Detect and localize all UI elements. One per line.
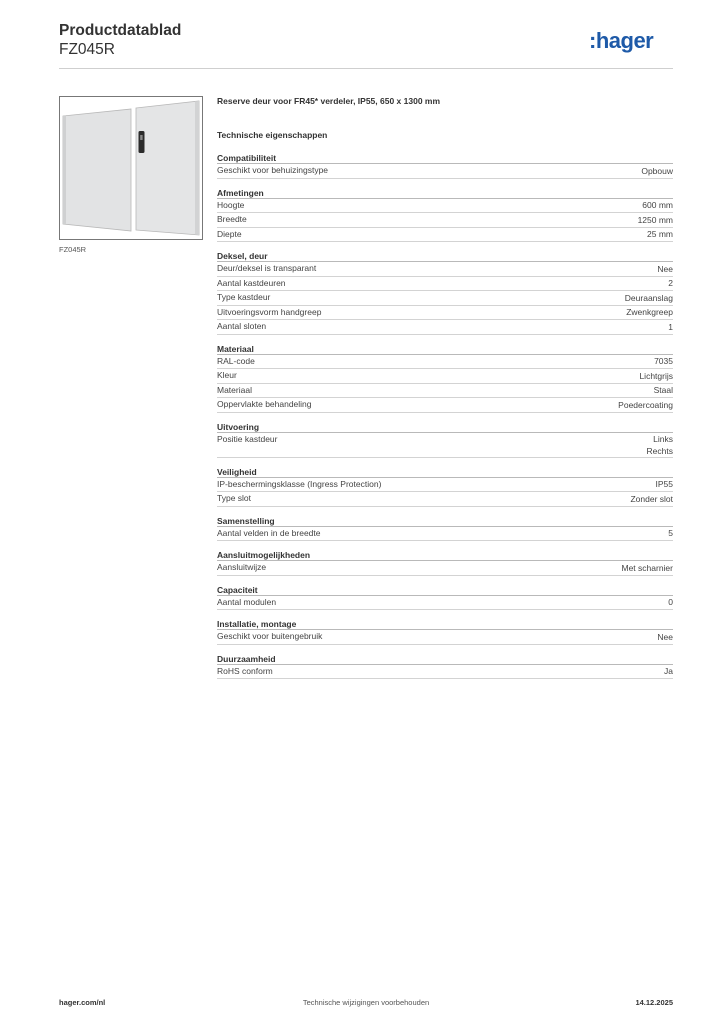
spec-values <box>657 262 673 274</box>
document-title: Productdatablad <box>59 22 182 39</box>
spec-label: RAL-code <box>217 355 255 366</box>
spec-values <box>668 320 673 332</box>
spec-section <box>217 516 673 542</box>
spec-label: Oppervlakte behandeling <box>217 399 312 409</box>
spec-row <box>217 291 673 306</box>
spec-values <box>656 478 674 490</box>
section-title: Veiligheid <box>217 467 673 478</box>
spec-row <box>217 398 673 413</box>
spec-row <box>217 369 673 384</box>
spec-row <box>217 630 673 645</box>
spec-label: Geschikt voor buitengebruik <box>217 631 323 641</box>
cabinet-doors-illustration <box>60 97 202 239</box>
spec-values <box>647 433 673 457</box>
spec-label: Type kastdeur <box>217 292 271 302</box>
spec-values <box>647 228 673 240</box>
spec-row <box>217 199 673 214</box>
product-description: Reserve deur voor FR45* verdeler, IP55, 650 x 1300 mm <box>217 96 441 106</box>
spec-label: Aantal sloten <box>217 321 267 331</box>
spec-row <box>217 527 673 542</box>
spec-row <box>217 320 673 335</box>
spec-label: RoHS conform <box>217 665 273 676</box>
spec-label: Uitvoeringsvorm handgreep <box>217 306 322 317</box>
spec-label: Kleur <box>217 370 237 380</box>
handle-icon <box>139 131 145 153</box>
spec-values <box>642 199 673 211</box>
spec-value: Nee <box>657 631 673 642</box>
spec-values <box>625 291 673 303</box>
spec-value: Met scharnier <box>621 562 673 573</box>
spec-value: Zwenkgreep <box>626 307 673 317</box>
spec-label: Aantal kastdeuren <box>217 277 286 288</box>
product-image <box>59 96 203 240</box>
section-title: Installatie, montage <box>217 619 673 630</box>
spec-row <box>217 492 673 507</box>
spec-row <box>217 262 673 277</box>
spec-section <box>217 153 673 179</box>
section-title: Deksel, deur <box>217 251 673 262</box>
spec-value: Rechts <box>646 446 673 456</box>
spec-row <box>217 561 673 576</box>
footer-website: hager.com/nl <box>59 998 106 1007</box>
spec-row <box>217 228 673 243</box>
section-title: Capaciteit <box>217 585 673 596</box>
spec-content <box>217 96 673 679</box>
spec-values <box>618 398 673 410</box>
spec-values <box>654 384 673 396</box>
spec-section <box>217 467 673 507</box>
spec-row <box>217 433 673 458</box>
spec-section <box>217 188 673 243</box>
spec-values <box>668 277 673 289</box>
section-title: Duurzaamheid <box>217 654 673 665</box>
spec-row <box>217 596 673 611</box>
technical-properties-heading: Technische eigenschappen <box>217 130 328 140</box>
spec-value: 0 <box>668 597 673 607</box>
spec-values <box>638 213 673 225</box>
spec-value: 2 <box>668 278 673 288</box>
spec-section <box>217 585 673 611</box>
spec-values <box>639 369 673 381</box>
section-title: Afmetingen <box>217 188 673 199</box>
spec-row <box>217 277 673 292</box>
spec-section <box>217 550 673 576</box>
spec-value: 7035 <box>654 356 673 366</box>
spec-section <box>217 251 673 335</box>
spec-row <box>217 164 673 179</box>
spec-value: Deuraanslag <box>624 292 673 303</box>
spec-label: Materiaal <box>217 384 252 395</box>
section-title: Compatibiliteit <box>217 153 673 164</box>
section-title: Aansluitmogelijkheden <box>217 550 673 561</box>
spec-row <box>217 213 673 228</box>
page-footer <box>59 998 673 1010</box>
footer-date: 14.12.2025 <box>635 998 673 1007</box>
spec-value: Staal <box>653 385 673 395</box>
spec-label: Geschikt voor behuizingstype <box>217 165 329 175</box>
spec-label: Hoogte <box>217 199 245 210</box>
spec-values <box>664 665 673 677</box>
spec-label: IP-beschermingsklasse (Ingress Protection) <box>217 478 382 489</box>
spec-row <box>217 478 673 493</box>
spec-label: Diepte <box>217 228 242 239</box>
spec-value: Zonder slot <box>630 493 673 504</box>
spec-label: Type slot <box>217 493 252 503</box>
image-caption: FZ045R <box>59 245 87 254</box>
product-code: FZ045R <box>59 41 115 58</box>
spec-section <box>217 619 673 645</box>
spec-values <box>668 527 673 539</box>
page-header <box>59 22 673 70</box>
spec-label: Breedte <box>217 214 247 224</box>
spec-values <box>657 630 673 642</box>
header-divider <box>59 68 673 69</box>
spec-value: 1250 mm <box>637 214 673 225</box>
spec-value: 600 mm <box>642 200 673 210</box>
spec-values <box>668 596 673 608</box>
spec-values <box>626 306 673 318</box>
spec-value: 25 mm <box>647 229 673 239</box>
spec-sections <box>217 153 673 679</box>
spec-value: Opbouw <box>641 165 673 176</box>
spec-value: Links <box>653 434 673 444</box>
footer-disclaimer: Technische wijzigingen voorbehouden <box>302 998 430 1007</box>
spec-section <box>217 422 673 458</box>
spec-row <box>217 665 673 680</box>
spec-value: Ja <box>664 666 673 676</box>
spec-section <box>217 344 673 413</box>
spec-value: IP55 <box>655 479 673 489</box>
spec-value: 5 <box>668 528 673 538</box>
spec-row <box>217 384 673 399</box>
spec-label: Aantal modulen <box>217 596 277 607</box>
spec-value: 1 <box>668 321 673 332</box>
spec-label: Positie kastdeur <box>217 433 278 444</box>
spec-value: Nee <box>657 263 673 274</box>
spec-value: Lichtgrijs <box>639 370 673 381</box>
hager-logo <box>589 28 673 54</box>
spec-row <box>217 306 673 321</box>
section-title: Samenstelling <box>217 516 673 527</box>
spec-values <box>622 561 674 573</box>
spec-label: Aansluitwijze <box>217 562 267 572</box>
spec-value: Poedercoating <box>618 399 673 410</box>
spec-label: Aantal velden in de breedte <box>217 527 321 538</box>
spec-row <box>217 355 673 370</box>
spec-label: Deur/deksel is transparant <box>217 263 317 273</box>
spec-values <box>630 492 673 504</box>
spec-values <box>641 164 673 176</box>
section-title: Materiaal <box>217 344 673 355</box>
spec-section <box>217 654 673 680</box>
logo-text: :hager <box>589 28 654 53</box>
section-title: Uitvoering <box>217 422 673 433</box>
spec-values <box>654 355 673 367</box>
